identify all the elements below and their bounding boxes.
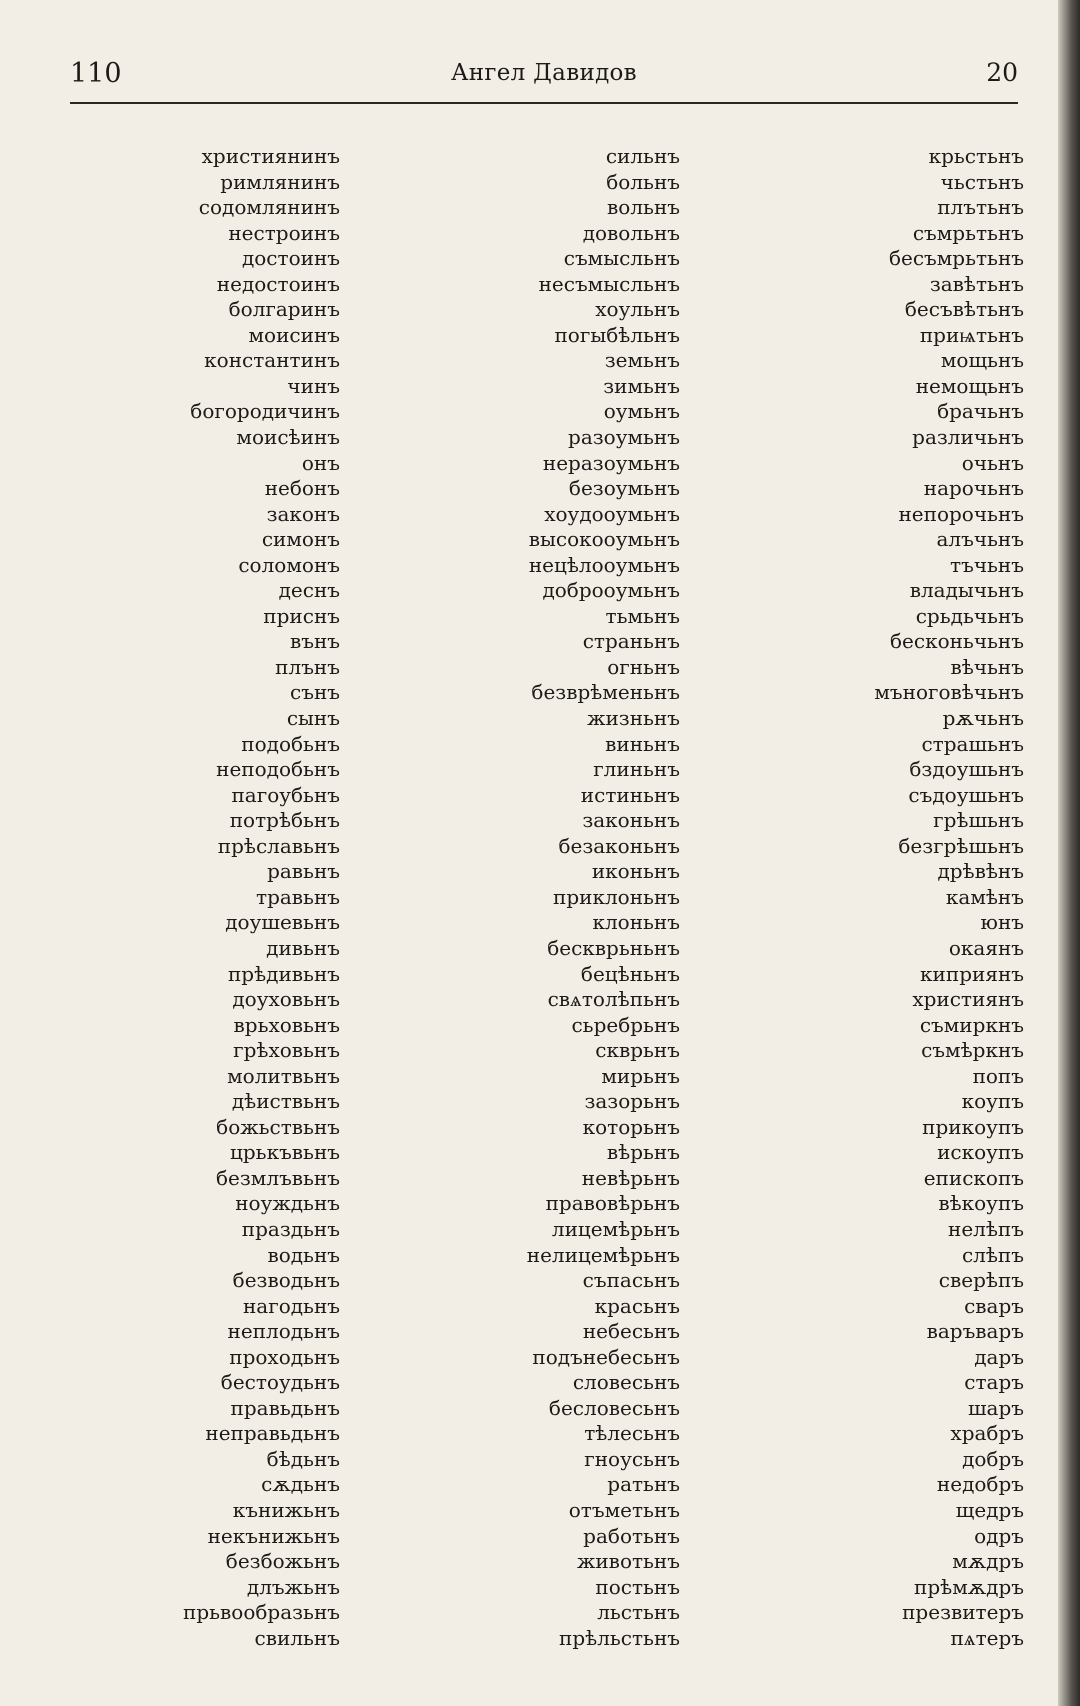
word-entry: мощьнъ	[940, 348, 1024, 373]
word-entry: неподобьнъ	[216, 757, 340, 782]
word-entry: прѣльстьнъ	[559, 1625, 680, 1650]
word-entry: вѣкоупъ	[938, 1191, 1024, 1216]
word-entry: хоульнъ	[595, 297, 680, 322]
word-entry: римлянинъ	[220, 169, 340, 194]
word-entry: крьстьнъ	[928, 144, 1024, 168]
word-entry: нестроинъ	[228, 220, 340, 245]
word-entry: нагодьнъ	[242, 1293, 340, 1318]
word-entry: християнъ	[912, 987, 1024, 1012]
word-entry: камѣнъ	[945, 884, 1024, 909]
word-entry: льстьнъ	[597, 1600, 680, 1625]
word-entry: црькъвьнъ	[230, 1140, 340, 1165]
word-entry: грѣшьнъ	[933, 808, 1024, 833]
word-entry: мъноговѣчьнъ	[874, 680, 1024, 705]
word-entry: виньнъ	[605, 731, 680, 756]
word-column-3	[800, 144, 1024, 1651]
word-entry: искоупъ	[937, 1140, 1024, 1165]
word-entry: киприянъ	[920, 961, 1024, 986]
page-number-left: 110	[70, 58, 122, 89]
word-entry: мѫдръ	[952, 1549, 1024, 1574]
word-entry: симонъ	[261, 527, 340, 552]
word-entry: шаръ	[967, 1395, 1024, 1420]
word-entry: съмысльнъ	[563, 246, 680, 271]
word-entry: подънебесьнъ	[532, 1344, 680, 1369]
word-entry: вольнъ	[607, 195, 680, 220]
word-entry: глиньнъ	[593, 757, 680, 782]
word-entry: безводьнъ	[232, 1268, 340, 1293]
word-entry: попъ	[972, 1063, 1024, 1088]
word-entry: соломонъ	[238, 552, 340, 577]
word-entry: законъ	[266, 501, 340, 526]
word-entry: иконьнъ	[591, 859, 680, 884]
word-entry: лицемѣрьнъ	[551, 1216, 680, 1241]
word-entry: деснъ	[278, 578, 340, 603]
word-entry: бескврьньнъ	[547, 935, 680, 960]
word-entry: страшьнъ	[921, 731, 1024, 756]
word-entry: больнъ	[606, 169, 680, 194]
word-entry: коупъ	[961, 1089, 1024, 1114]
word-entry: сынъ	[286, 706, 340, 731]
word-entry: завѣтьнъ	[929, 271, 1024, 296]
word-entry: подобьнъ	[241, 731, 340, 756]
word-entry: неразоумьнъ	[542, 450, 680, 475]
word-entry: християнинъ	[201, 144, 340, 168]
word-entry: недобръ	[936, 1472, 1024, 1497]
word-entry: болгаринъ	[228, 297, 340, 322]
word-entry: ратьнъ	[607, 1472, 680, 1497]
word-entry: вънъ	[289, 629, 340, 654]
word-entry: бздоушьнъ	[909, 757, 1024, 782]
word-entry: нарочьнъ	[923, 476, 1024, 501]
word-entry: безбожьнъ	[225, 1549, 340, 1574]
word-entry: рѫчьнъ	[942, 706, 1024, 731]
word-entry: сильнъ	[605, 144, 680, 168]
word-entry: моисѣинъ	[236, 425, 340, 450]
word-entry: правьдьнъ	[230, 1395, 340, 1420]
word-entry: потрѣбьнъ	[229, 808, 340, 833]
word-entry: прьвообразьнъ	[183, 1600, 340, 1625]
word-entry: божьствьнъ	[216, 1114, 340, 1139]
word-entry: равьнъ	[267, 859, 340, 884]
word-entry: жизньнъ	[587, 706, 680, 731]
word-entry: приснъ	[263, 603, 340, 628]
word-entry: пѧтеръ	[950, 1625, 1024, 1650]
word-entry: даръ	[974, 1344, 1024, 1369]
word-entry: которьнъ	[582, 1114, 680, 1139]
word-entry: неправьдьнъ	[205, 1421, 340, 1446]
word-entry: сѫдьнъ	[261, 1472, 340, 1497]
word-entry: бесъмрьтьнъ	[888, 246, 1024, 271]
word-entry: бесъвѣтьнъ	[904, 297, 1024, 322]
word-entry: константинъ	[204, 348, 340, 373]
word-entry: презвитеръ	[902, 1600, 1024, 1625]
word-entry: постьнъ	[595, 1574, 680, 1599]
word-entry: содомлянинъ	[198, 195, 340, 220]
word-entry: разоумьнъ	[568, 425, 680, 450]
word-entry: прѣмѫдръ	[914, 1574, 1024, 1599]
word-entry: съмиркнъ	[919, 1012, 1024, 1037]
word-entry: несъмысльнъ	[538, 271, 680, 296]
word-entry: дивьнъ	[266, 935, 340, 960]
word-entry: епископъ	[923, 1165, 1024, 1190]
word-entry: съмрьтьнъ	[912, 220, 1024, 245]
word-entry: алъчьнъ	[936, 527, 1024, 552]
word-entry: свѧтолѣпьнъ	[547, 987, 680, 1012]
running-title: Ангел Давидов	[451, 60, 637, 86]
word-entry: нецѣлооумьнъ	[528, 552, 680, 577]
word-entry: слѣпъ	[961, 1242, 1024, 1267]
word-entry: пагоубьнъ	[231, 782, 340, 807]
word-entry: богородичинъ	[190, 399, 340, 424]
word-entry: бесконьчьнъ	[889, 629, 1024, 654]
word-entry: чьстьнъ	[940, 169, 1024, 194]
word-entry: недостоинъ	[216, 271, 340, 296]
word-entry: земьнъ	[604, 348, 680, 373]
word-entry: погыбѣльнъ	[554, 322, 680, 347]
word-entry: небесьнъ	[582, 1319, 680, 1344]
word-entry: доушевьнъ	[225, 910, 340, 935]
word-entry: доброоумьнъ	[542, 578, 680, 603]
word-entry: дѣиствьнъ	[231, 1089, 340, 1114]
word-entry: прикоупъ	[922, 1114, 1024, 1139]
word-entry: доуховьнъ	[232, 987, 340, 1012]
word-entry: чинъ	[287, 373, 340, 398]
word-entry: кънижьнъ	[232, 1497, 340, 1522]
word-entry: владычьнъ	[909, 578, 1024, 603]
word-entry: очьнъ	[961, 450, 1024, 475]
word-entry: вѣчьнъ	[950, 654, 1024, 679]
word-entry: одръ	[974, 1523, 1024, 1548]
word-entry: грѣховьнъ	[233, 1038, 340, 1063]
word-entry: бѣдьнъ	[266, 1446, 340, 1471]
word-column-2	[440, 144, 680, 1651]
word-entry: брачьнъ	[937, 399, 1024, 424]
word-entry: мирьнъ	[601, 1063, 680, 1088]
word-entry: бецѣньнъ	[580, 961, 680, 986]
word-entry: бесловесьнъ	[548, 1395, 680, 1420]
word-entry: приклоньнъ	[553, 884, 680, 909]
word-entry: вѣрьнъ	[606, 1140, 680, 1165]
word-entry: моисинъ	[248, 322, 340, 347]
word-entry: красьнъ	[594, 1293, 680, 1318]
page-edge-shadow	[1058, 0, 1080, 1706]
word-entry: зазорьнъ	[584, 1089, 680, 1114]
word-entry: высокооумьнъ	[528, 527, 680, 552]
word-entry: работьнъ	[583, 1523, 680, 1548]
word-entry: съдоушьнъ	[908, 782, 1024, 807]
word-entry: онъ	[301, 450, 340, 475]
word-entry: старъ	[964, 1370, 1024, 1395]
word-entry: отъметьнъ	[568, 1497, 680, 1522]
word-entry: приѩтьнъ	[919, 322, 1024, 347]
word-entry: прѣславьнъ	[217, 833, 340, 858]
word-entry: врьховьнъ	[233, 1012, 340, 1037]
header-rule	[70, 102, 1018, 104]
word-entry: немощьнъ	[915, 373, 1024, 398]
page-number-right: 20	[986, 58, 1018, 87]
word-entry: срьдьчьнъ	[915, 603, 1024, 628]
word-entry: проходьнъ	[229, 1344, 340, 1369]
word-entry: законьнъ	[582, 808, 680, 833]
word-entry: юнъ	[980, 910, 1024, 935]
word-entry: скврьнъ	[595, 1038, 680, 1063]
word-entry: варъваръ	[926, 1319, 1024, 1344]
word-entry: достоинъ	[241, 246, 340, 271]
word-entry: сьребрьнъ	[571, 1012, 680, 1037]
word-entry: зимьнъ	[603, 373, 680, 398]
word-entry: страньнъ	[582, 629, 680, 654]
word-entry: правовѣрьнъ	[545, 1191, 680, 1216]
word-entry: сваръ	[964, 1293, 1024, 1318]
word-entry: истиньнъ	[580, 782, 680, 807]
word-entry: храбръ	[950, 1421, 1024, 1446]
word-entry: безоумьнъ	[568, 476, 680, 501]
word-entry: довольнъ	[582, 220, 680, 245]
word-entry: тѣлесьнъ	[584, 1421, 680, 1446]
word-entry: некънижьнъ	[207, 1523, 340, 1548]
word-entry: нелицемѣрьнъ	[526, 1242, 680, 1267]
word-entry: нелѣпъ	[948, 1216, 1024, 1241]
word-entry: травьнъ	[256, 884, 340, 909]
word-entry: животьнъ	[576, 1549, 680, 1574]
word-entry: огньнъ	[607, 654, 680, 679]
word-entry: неплодьнъ	[227, 1319, 340, 1344]
word-entry: прѣдивьнъ	[227, 961, 340, 986]
word-entry: гноусьнъ	[584, 1446, 680, 1471]
running-header	[70, 58, 1018, 98]
word-entry: безмлъвьнъ	[216, 1165, 340, 1190]
word-entry: клоньнъ	[592, 910, 680, 935]
word-entry: хоудооумьнъ	[544, 501, 680, 526]
word-entry: небонъ	[264, 476, 340, 501]
word-entry: ноуждьнъ	[235, 1191, 340, 1216]
word-entry: непорочьнъ	[898, 501, 1024, 526]
word-entry: бестоудьнъ	[220, 1370, 340, 1395]
word-entry: щедръ	[955, 1497, 1024, 1522]
word-entry: сънъ	[290, 680, 340, 705]
word-entry: молитвьнъ	[227, 1063, 340, 1088]
word-entry: безврѣменьнъ	[531, 680, 680, 705]
word-entry: съпасьнъ	[582, 1268, 680, 1293]
word-entry: безаконьнъ	[558, 833, 680, 858]
word-entry: оумьнъ	[603, 399, 680, 424]
word-entry: безгрѣшьнъ	[898, 833, 1024, 858]
word-entry: словесьнъ	[572, 1370, 680, 1395]
word-entry: свильнъ	[254, 1625, 340, 1650]
word-entry: плътьнъ	[937, 195, 1024, 220]
word-entry: окаянъ	[948, 935, 1024, 960]
word-entry: дрѣвѣнъ	[937, 859, 1024, 884]
word-entry: тъчьнъ	[950, 552, 1024, 577]
word-entry: водьнъ	[267, 1242, 340, 1267]
word-entry: съмѣркнъ	[921, 1038, 1024, 1063]
word-entry: праздьнъ	[241, 1216, 340, 1241]
word-entry: длъжьнъ	[246, 1574, 340, 1599]
word-entry: добръ	[962, 1446, 1024, 1471]
word-entry: тьмьнъ	[605, 603, 680, 628]
word-entry: различьнъ	[912, 425, 1024, 450]
word-entry: плънъ	[275, 654, 340, 679]
word-entry: невѣрьнъ	[581, 1165, 680, 1190]
word-column-1	[120, 144, 340, 1651]
word-entry: сверѣпъ	[938, 1268, 1024, 1293]
